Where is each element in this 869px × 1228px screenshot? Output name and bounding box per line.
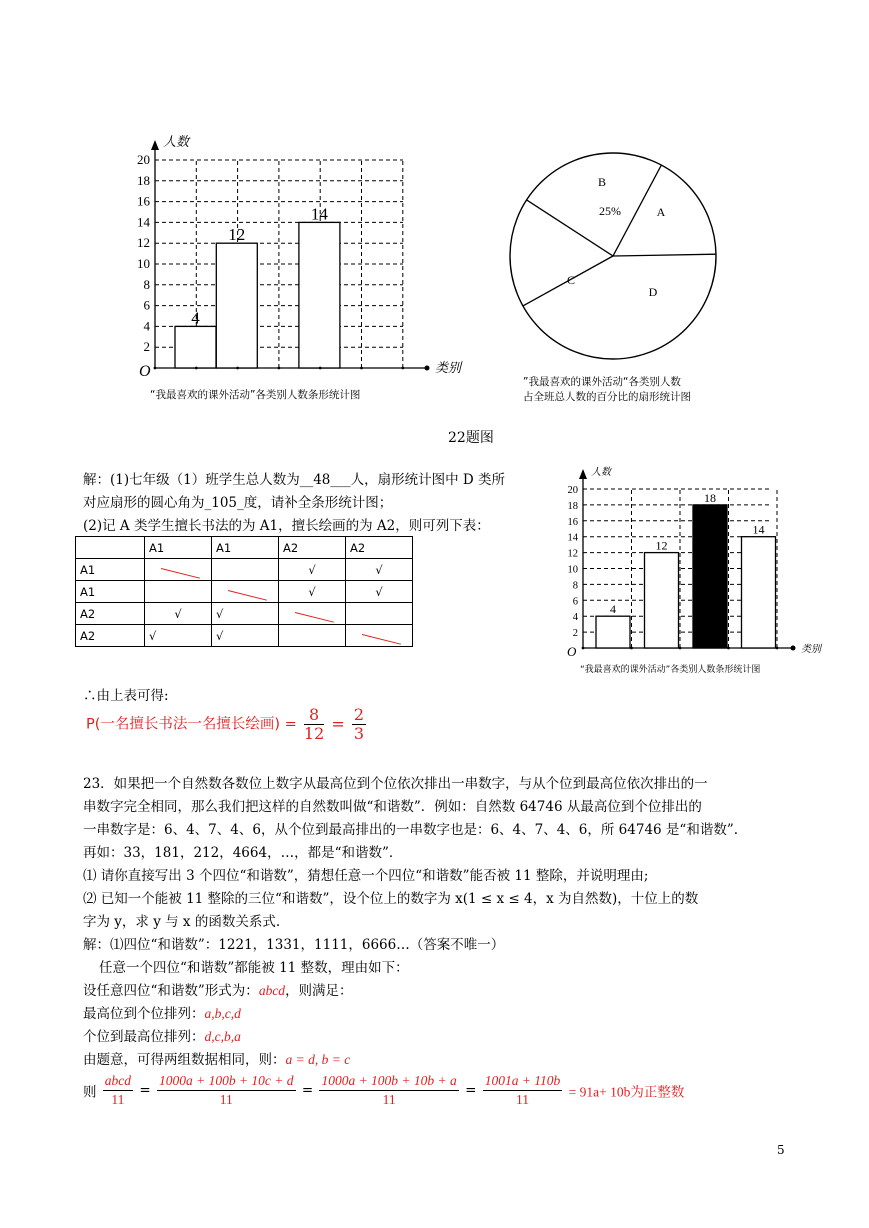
sol23-text: 设任意四位“和谐数”形式为：	[83, 983, 259, 999]
fraction	[103, 1072, 133, 1109]
x-tick	[195, 367, 198, 370]
table-cell-slash	[346, 625, 413, 647]
bar-chart-completed	[555, 458, 825, 658]
denominator: 11	[219, 1092, 233, 1107]
bar	[645, 553, 679, 648]
y-tick-label: 6	[572, 596, 578, 608]
bar-data-label: 12	[655, 538, 668, 553]
table-cell: √	[212, 625, 279, 647]
bar-data-label: 12	[228, 225, 246, 245]
table-cell	[346, 603, 413, 625]
equals-sign: =	[139, 1082, 151, 1099]
equals-sign: =	[331, 714, 345, 734]
pie-chart	[505, 158, 720, 363]
y-tick-label: 12	[137, 235, 150, 251]
y-tick-label: 14	[567, 532, 578, 544]
denominator: 11	[515, 1092, 529, 1107]
q23-line: 23．如果把一个自然数各数位上数字从最高位到个位依次排出一串数字，与从个位到最高位依次排出的一	[83, 776, 708, 792]
equals-sign: =	[465, 1082, 477, 1099]
y-tick-label: 16	[567, 516, 578, 528]
y-axis-label: 人数	[163, 135, 190, 150]
numerator: 1001a + 110b	[483, 1072, 563, 1091]
y-tick-label: 2	[572, 628, 578, 640]
pie-slice-label: D	[648, 285, 658, 299]
bar-chart-original	[120, 118, 462, 380]
pie-slice-label: C	[566, 273, 576, 287]
fraction	[319, 1072, 458, 1109]
table-cell-slash	[212, 581, 279, 603]
sol22-line3: (2)记 A 类学生擅长书法的为 A1，擅长绘画的为 A2，则可列下表：	[83, 518, 490, 534]
fraction	[304, 706, 324, 743]
y-tick-label: 8	[143, 276, 150, 292]
fraction	[352, 706, 366, 743]
table-cell: √	[279, 581, 346, 603]
sol22-line1: 解：(1)七年级（1）班学生总人数为__48___人，扇形统计图中 D 类所	[83, 472, 506, 488]
equals-sign: =	[301, 1082, 314, 1099]
sol23-derivation	[83, 1072, 684, 1109]
table-cell	[76, 537, 145, 559]
y-tick-label: 20	[567, 485, 578, 496]
table-cell: √	[346, 581, 413, 603]
y-tick-label: 18	[567, 500, 578, 512]
table-row	[76, 581, 413, 603]
table-cell: √	[279, 559, 346, 581]
figure-label: 22题图	[448, 430, 494, 446]
x-axis-label: 类别	[801, 644, 821, 655]
sol23-line	[83, 1004, 241, 1024]
table-cell: A2	[346, 537, 413, 559]
bar-chart-original-title: “我最喜欢的课外活动”各类别人数条形统计图	[150, 389, 361, 401]
q23-line: 一串数字是：6、4、7、4、6，从个位到最高排出的一串数字也是：6、4、7、4、6，所 64746 是“和谐数”.	[83, 822, 739, 838]
table-cell: √	[145, 625, 212, 647]
x-tick	[630, 647, 633, 650]
sol23-text: 最高位到个位排列：	[83, 1006, 205, 1022]
bar-data-label: 18	[704, 490, 716, 505]
sol23-math: abcd	[258, 983, 286, 998]
probability-table	[75, 536, 413, 647]
y-tick-label: 16	[137, 193, 150, 209]
pie-chart-title-line1: ”我最喜欢的课外活动“各类别人数	[523, 376, 681, 388]
y-tick-label: 6	[143, 297, 150, 313]
sol23-line: 解：⑴四位“和谐数”：1221，1331，1111，6666…（答案不唯一）	[83, 937, 505, 953]
q23-line: ⑴ 请你直接写出 3 个四位“和谐数”，猜想任意一个四位“和谐数”能否被 11 整除，并说明理由;	[83, 868, 649, 884]
table-cell	[212, 559, 279, 581]
pie-annotation: 25%	[599, 204, 621, 218]
probability-formula	[86, 706, 368, 743]
numerator: abcd	[103, 1072, 133, 1091]
sol23-math: a = d, b = c	[285, 1052, 351, 1067]
denominator: 12	[303, 724, 325, 743]
y-tick-label: 10	[137, 256, 150, 271]
bar	[299, 222, 340, 368]
table-header-row	[76, 537, 413, 559]
x-tick	[401, 367, 404, 370]
fraction	[157, 1072, 296, 1109]
y-tick-label: 10	[567, 564, 578, 576]
table-cell: A2	[76, 603, 145, 625]
table-row	[76, 603, 413, 625]
table-cell	[145, 581, 212, 603]
bar-data-label: 4	[191, 308, 200, 328]
q23-line: 串数字完全相同，那么我们把这样的自然数叫做“和谐数”．例如：自然数 64746 从最高位到个位排出的	[83, 799, 702, 815]
denominator: 3	[353, 724, 365, 743]
pie-slice-label: A	[656, 205, 666, 219]
table-cell: A2	[279, 537, 346, 559]
sol23-math: d,c,b,a	[204, 1029, 241, 1044]
denominator: 11	[111, 1092, 125, 1107]
y-tick-label: 2	[143, 339, 150, 355]
bar	[693, 505, 727, 648]
table-cell	[279, 625, 346, 647]
y-tick-label: 4	[572, 612, 578, 624]
sol23-text: 个位到最高位排列：	[83, 1029, 205, 1045]
table-row	[76, 625, 413, 647]
x-tick	[236, 367, 239, 370]
table-cell: √	[145, 603, 212, 625]
probability-lhs: P(一名擅长书法一名擅长绘画) =	[86, 716, 297, 733]
x-tick	[154, 367, 157, 370]
q23-line: 字为 y，求 y 与 x 的函数关系式.	[83, 914, 281, 930]
x-axis-label: 类别	[435, 361, 462, 376]
table-row	[76, 559, 413, 581]
x-tick	[776, 647, 779, 650]
numerator: 1000a + 100b + 10b + a	[319, 1072, 458, 1091]
x-tick	[582, 647, 585, 650]
numerator: 2	[353, 705, 365, 724]
table-cell-slash	[279, 603, 346, 625]
sol23-text: 由题意，可得两组数据相同，则：	[83, 1052, 286, 1068]
page-number: 5	[777, 1143, 785, 1157]
table-cell-slash	[145, 559, 212, 581]
y-tick-label: 14	[137, 214, 150, 230]
sol23-line	[83, 1027, 241, 1047]
x-tick	[679, 647, 682, 650]
table-cell: A1	[145, 537, 212, 559]
table-cell: √	[212, 603, 279, 625]
bar-chart-completed-title: “我最喜欢的课外活动”各类别人数条形统计图	[580, 665, 761, 675]
sol23-line: 任意一个四位“和谐数”都能被 11 整数，理由如下：	[99, 960, 409, 976]
table-cell: √	[346, 559, 413, 581]
therefore-line: ∴由上表可得:	[83, 688, 169, 704]
bar-data-label: 4	[610, 602, 616, 617]
table-cell: A2	[76, 625, 145, 647]
sol23-text: ，则满足：	[285, 983, 353, 999]
bar	[596, 616, 630, 648]
bar	[216, 243, 257, 368]
pie-slice-label: B	[597, 175, 607, 189]
numerator: 8	[304, 706, 324, 725]
denominator: 11	[382, 1092, 396, 1107]
sol23-text: 则	[83, 1084, 97, 1101]
sol23-line	[83, 981, 353, 1001]
y-axis-arrow	[579, 469, 587, 479]
table-cell: A1	[212, 537, 279, 559]
x-tick	[727, 647, 730, 650]
sol23-math: a,b,c,d	[204, 1006, 241, 1021]
origin-label: O	[139, 363, 151, 380]
numerator: 1000a + 100b + 10c + d	[157, 1072, 296, 1091]
y-tick-label: 12	[567, 548, 578, 560]
y-tick-label: 18	[137, 172, 150, 188]
q23-line: 再如：33，181，212，4664，…，都是“和谐数”．	[83, 845, 403, 861]
pie-chart-title-line2: 占全班总人数的百分比的扇形统计图	[523, 391, 691, 403]
table-cell: A1	[76, 581, 145, 603]
fraction	[483, 1072, 563, 1109]
sol22-line2: 对应扇形的圆心角为_105_度，请补全条形统计图；	[83, 495, 393, 511]
x-axis-arrow	[791, 646, 796, 651]
sol23-line	[83, 1050, 350, 1070]
x-tick	[278, 367, 281, 370]
x-tick	[319, 367, 322, 370]
x-axis-arrow	[425, 366, 430, 371]
bar	[742, 537, 776, 648]
y-tick-label: 4	[143, 318, 150, 334]
table-cell: A1	[76, 559, 145, 581]
y-tick-label: 20	[137, 152, 150, 167]
sol23-conclusion: = 91a+ 10b为正整数	[568, 1084, 685, 1100]
x-tick	[360, 367, 363, 370]
bar-data-label: 14	[752, 522, 765, 537]
y-axis-label: 人数	[591, 467, 611, 478]
bar-data-label: 14	[310, 204, 328, 224]
q23-line: ⑵ 已知一个能被 11 整除的三位“和谐数”，设个位上的数字为 x(1 ≤ x ≤ 4，x 为自然数)，十位上的数	[83, 891, 699, 907]
origin-label: O	[567, 644, 577, 659]
y-tick-label: 8	[572, 580, 578, 592]
y-axis-arrow	[151, 140, 159, 150]
bar	[175, 326, 216, 368]
